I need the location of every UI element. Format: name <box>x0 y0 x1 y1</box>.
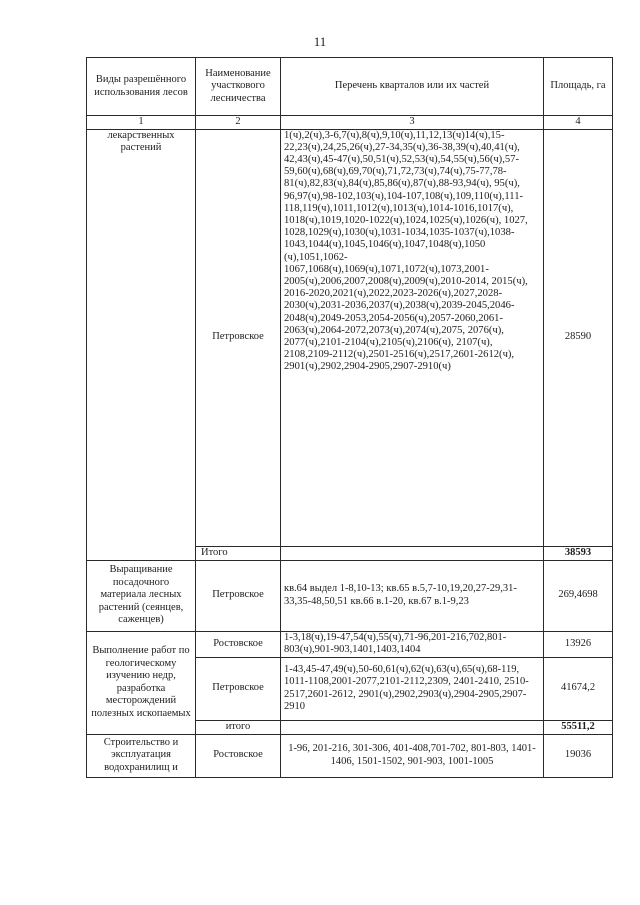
table-row <box>87 631 613 657</box>
area-cell: 41674,2 <box>544 657 613 720</box>
forestry-cell: Ростовское <box>196 631 281 657</box>
table-row <box>87 734 613 777</box>
total-area: 55511,2 <box>544 720 613 734</box>
total-label: итого <box>196 720 281 734</box>
total-label: Итого <box>196 546 281 560</box>
column-number: 1 <box>87 116 196 130</box>
header-forestry: Наименование участкового лесничества <box>196 58 281 116</box>
table-row <box>87 560 613 631</box>
quarters-cell: кв.64 выдел 1-8,10-13; кв.65 в.5,7-10,19,20,27-29,31-33,35-48,50,51 кв.66 в.1-20, кв.67 в.1-9,23 <box>281 560 544 631</box>
forest-use-table <box>86 57 613 778</box>
empty-cell <box>281 546 544 560</box>
column-number: 2 <box>196 116 281 130</box>
quarters-cell: 1(ч),2(ч),3-6,7(ч),8(ч),9,10(ч),11,12,13(ч)14(ч),15-22,23(ч),24,25,26(ч),27-34,35(ч),36-38,39(ч),40,41(ч), 42,43(ч),45-47(ч),50,51(ч),52,53(ч),54,55(ч),56(ч),57-59,60(ч),68(ч),69,70(ч),71,72,73(ч),74(ч),75-77,78-81(ч),82,83(ч),84(ч),85,86(ч),87(ч),88-93,94(ч), 95(ч), 96,97(ч),98-102,103(ч),104-107,108(ч),109,110(ч),111-118,119(ч),1011,1012(ч),1013(ч),1014-1016,1017(ч), 1018(ч),1019,1020-1022(ч),1024,1025(ч),1026(ч), 1027, 1028,1029(ч),1030(ч),1031-1034,1035-1037(ч),1038-1043,1044(ч),1045,1046(ч),1047,1048(ч),1050 (ч),1051,1062-1067,1068(ч),1069(ч),1071,1072(ч),1073,2001-2005(ч),2006,2007,2008(ч),2009(ч),2010-2014, 2015(ч), 2016-2020,2021(ч),2022,2023-2026(ч),2027,2028-2030(ч),2031-2036,2037(ч),2038(ч),2039-2045,2046-2048(ч),2049-2053,2054-2056(ч),2057-2060,2061-2063(ч),2064-2072,2073(ч),2074(ч),2075, 2076(ч), 2077(ч),2101-2104(ч),2105(ч),2106(ч), 2107(ч), 2108,2109-2112(ч),2501-2516(ч),2517,2601-2612(ч), 2901(ч),2902,2904-2905,2907-2910(ч) <box>281 129 544 546</box>
page-number: 11 <box>313 34 327 49</box>
area-cell: 28590 <box>544 129 613 546</box>
area-cell: 269,4698 <box>544 560 613 631</box>
use-kind-cell: Строительство и эксплуатация водохранилищ и <box>87 734 196 777</box>
column-number: 3 <box>281 116 544 130</box>
header-use-kind: Виды разрешённого использования лесов <box>87 58 196 116</box>
table-header-row <box>87 58 613 116</box>
area-cell: 19036 <box>544 734 613 777</box>
total-area: 38593 <box>544 546 613 560</box>
quarters-cell: 1-96, 201-216, 301-306, 401-408,701-702, 801-803, 1401-1406, 1501-1502, 901-903, 1001-1005 <box>281 734 544 777</box>
use-kind-cell: лекарственных растений <box>87 129 196 560</box>
quarters-cell: 1-43,45-47,49(ч),50-60,61(ч),62(ч),63(ч),65(ч),68-119, 1011-1108,2001-2077,2101-2112,2309, 2401-2410, 2510-2517,2601-2612, 2901(ч),2902,2903(ч),2904-2905,2907-2910 <box>281 657 544 720</box>
table-row <box>87 129 613 546</box>
forestry-cell: Петровское <box>196 657 281 720</box>
quarters-cell: 1-3,18(ч),19-47,54(ч),55(ч),71-96,201-216,702,801-803(ч),901-903,1401,1403,1404 <box>281 631 544 657</box>
area-cell: 13926 <box>544 631 613 657</box>
column-number: 4 <box>544 116 613 130</box>
header-area: Площадь, га <box>544 58 613 116</box>
forestry-cell: Петровское <box>196 129 281 546</box>
column-number-row <box>87 116 613 130</box>
use-kind-cell: Выращивание посадочного материала лесных растений (сеянцев, саженцев) <box>87 560 196 631</box>
forestry-cell: Ростовское <box>196 734 281 777</box>
header-quarters: Перечень кварталов или их частей <box>281 58 544 116</box>
empty-cell <box>281 720 544 734</box>
forestry-cell: Петровское <box>196 560 281 631</box>
use-kind-cell: Выполнение работ по геологическому изучению недр, разработка месторождений полезных ископаемых <box>87 631 196 734</box>
